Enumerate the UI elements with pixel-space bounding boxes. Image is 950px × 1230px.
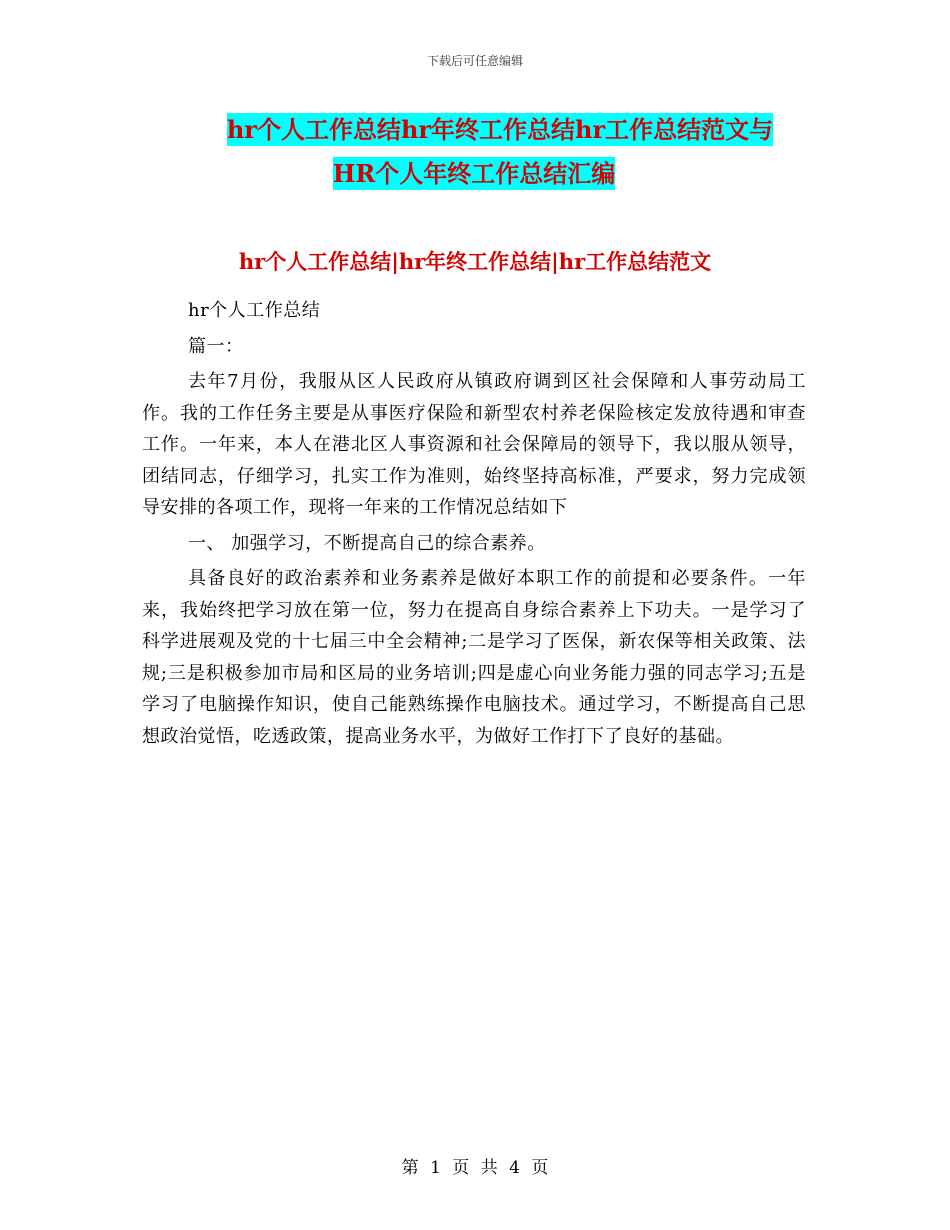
paragraph-study: 具备良好的政治素养和业务素养是做好本职工作的前提和必要条件。一年来，我始终把学习放在第一位，努力在提高自身综合素养上下功夫。一是学习了科学进展观及党的十七届三中全会精神;二是学习了医保，新农保等相关政策、法规;三是积极参加市局和区局的业务培训;四是虚心向业务能力强的同志学习;五是学习了电脑操作知识，使自己能熟练操作电脑技术。通过学习，不断提高自己思想政治觉悟，吃透政策，提高业务水平，为做好工作打下了良好的基础。 (142, 568, 806, 747)
section-heading: hr个人工作总结 (188, 300, 321, 321)
document-title (0, 108, 950, 196)
page-header: 下载后可任意编辑 (426, 54, 523, 68)
document-title-line2 (0, 152, 950, 196)
document-title-line1 (0, 108, 950, 152)
document-subtitle: hr个人工作总结|hr年终工作总结|hr工作总结范文 (238, 249, 712, 274)
paragraph-intro: 去年7月份，我服从区人民政府从镇政府调到区社会保障和人事劳动局工作。我的工作任务主要是从事医疗保险和新型农村养老保险核定发放待遇和审查工作。一年来，本人在港北区人事资源和社会保障局的领导下，我以服从领导，团结同志，仔细学习，扎实工作为准则，始终坚持高标准，严要求，努力完成领导安排的各项工作，现将一年来的工作情况总结如下 (142, 371, 806, 518)
title-highlight-2: HR个人年终工作总结汇编 (332, 159, 616, 188)
part-label: 篇一： (188, 335, 244, 357)
title-highlight-1: hr个人工作总结hr年终工作总结hr工作总结范文与 (226, 115, 774, 144)
item-heading-1: 一、 加强学习，不断提高自己的综合素养。 (188, 532, 546, 554)
page-footer: 第 1 页 共 4 页 (401, 1158, 549, 1178)
document-body (142, 295, 806, 752)
